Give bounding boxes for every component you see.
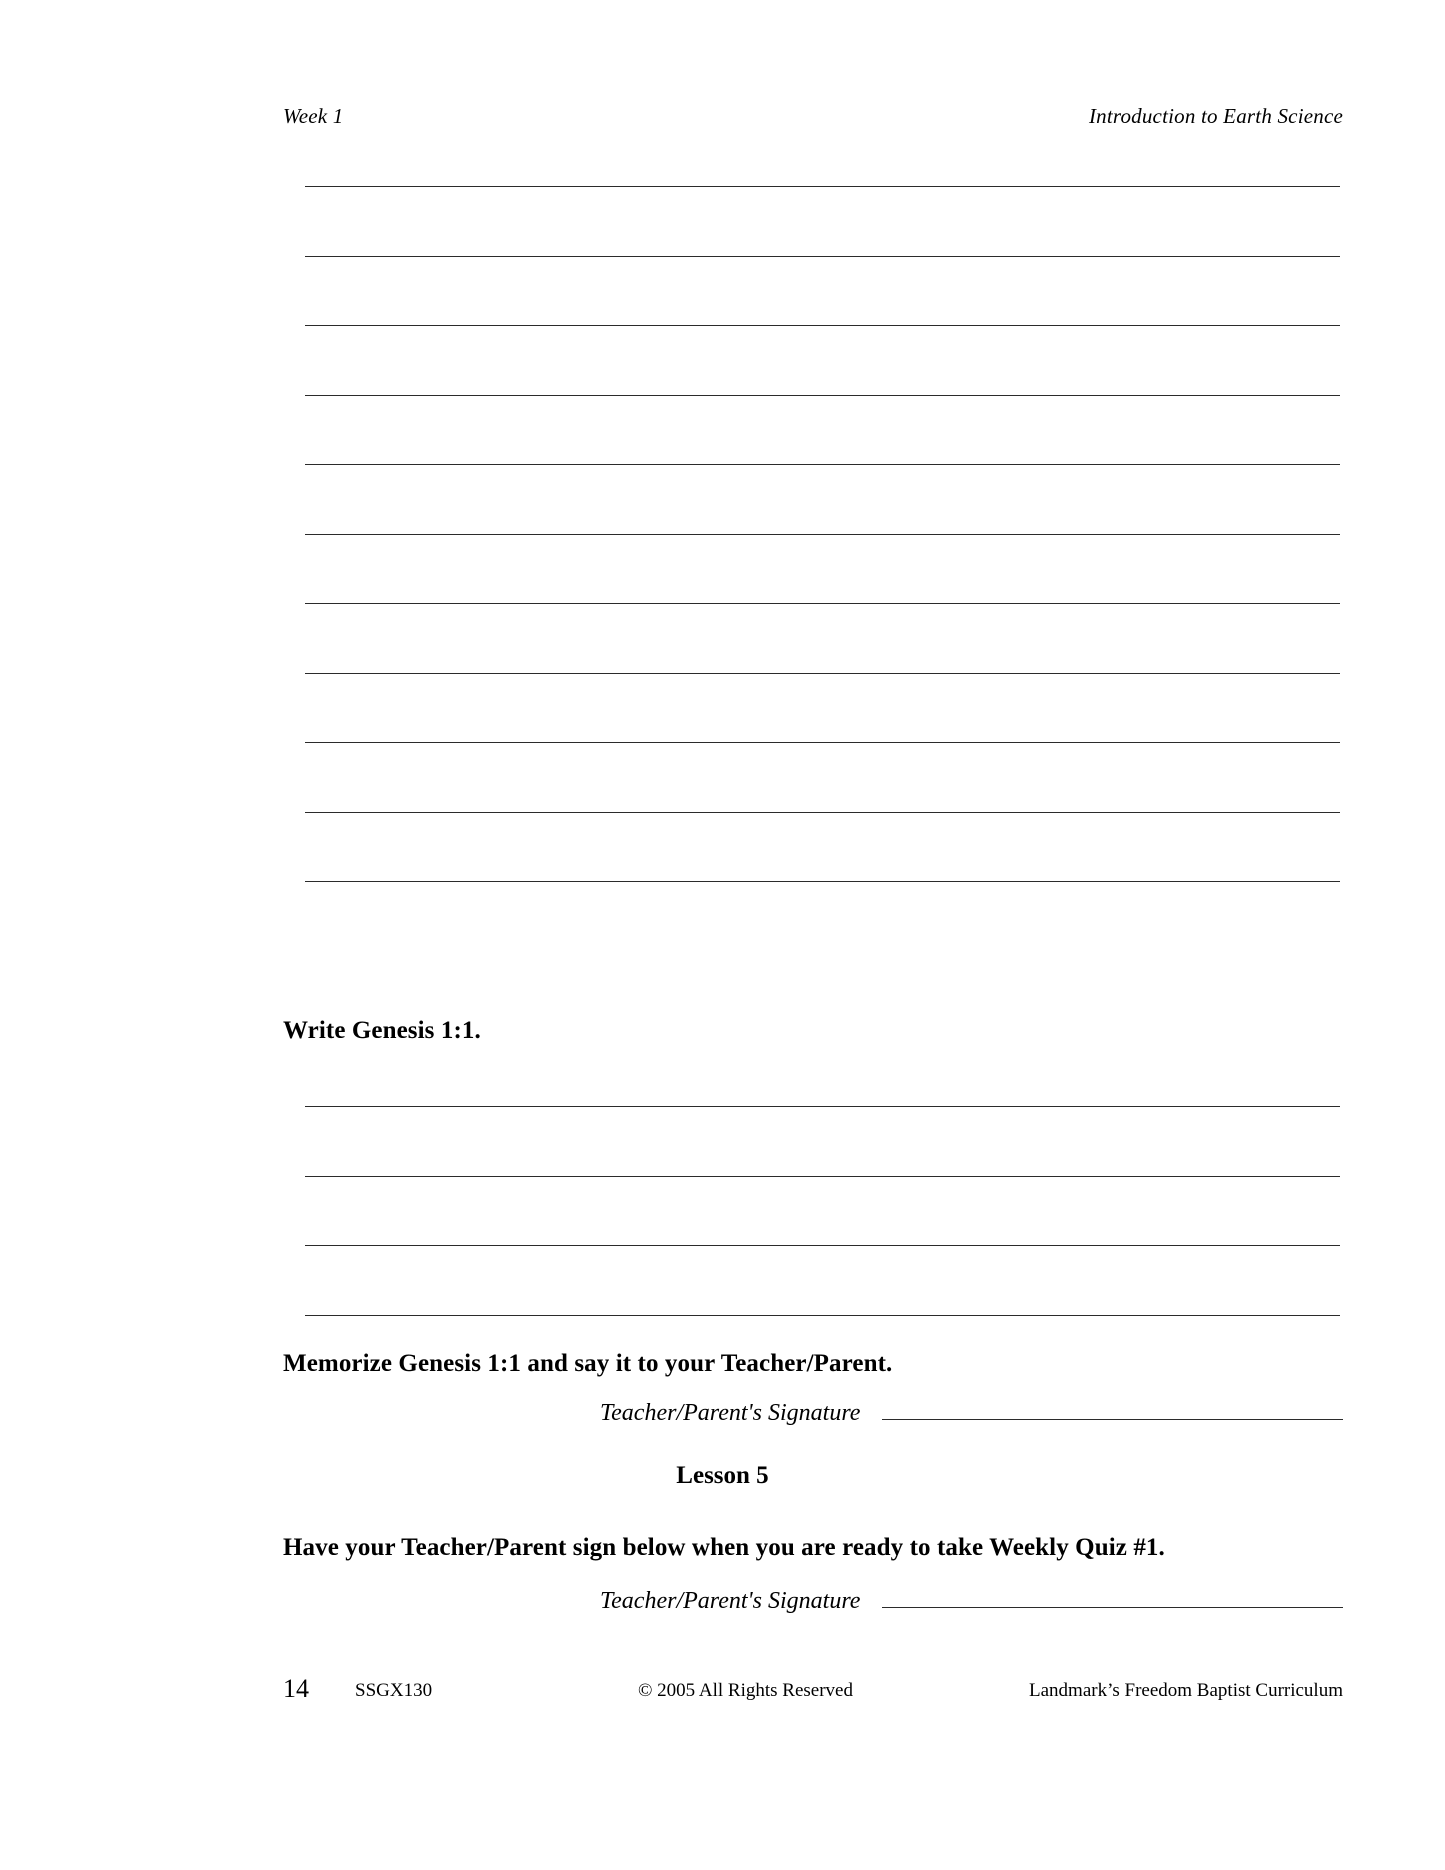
- writing-line: [305, 256, 1340, 257]
- writing-line: [305, 603, 1340, 604]
- writing-line: [305, 325, 1340, 326]
- instruction-memorize-genesis: Memorize Genesis 1:1 and say it to your Teacher/Parent.: [283, 1350, 893, 1377]
- signature-label: Teacher/Parent's Signature: [600, 1400, 861, 1426]
- writing-line: [305, 1245, 1340, 1246]
- writing-line: [305, 395, 1340, 396]
- writing-line: [305, 812, 1340, 813]
- signature-line[interactable]: [882, 1590, 1343, 1608]
- header-week-label: Week 1: [283, 104, 344, 128]
- page-number: 14: [283, 1674, 309, 1703]
- writing-line: [305, 534, 1340, 535]
- signature-label: Teacher/Parent's Signature: [600, 1588, 861, 1614]
- writing-line: [305, 881, 1340, 882]
- writing-line: [305, 1106, 1340, 1107]
- page-footer: [283, 1674, 1343, 1710]
- product-code: SSGX130: [355, 1680, 433, 1701]
- writing-line: [305, 1315, 1340, 1316]
- header-subject-label: Introduction to Earth Science: [1088, 104, 1343, 128]
- publisher-name: Landmark’s Freedom Baptist Curriculum: [1029, 1680, 1343, 1701]
- writing-line: [305, 673, 1340, 674]
- answer-lines-verse: [305, 1106, 1340, 1384]
- answer-lines-top: [305, 186, 1340, 951]
- signature-row-memorize: [600, 1400, 1343, 1427]
- signature-line[interactable]: [882, 1402, 1343, 1420]
- writing-line: [305, 1176, 1340, 1177]
- signature-row-quiz: [600, 1588, 1343, 1615]
- copyright-notice: © 2005 All Rights Reserved: [638, 1680, 853, 1701]
- writing-line: [305, 464, 1340, 465]
- lesson-title: Lesson 5: [676, 1462, 769, 1489]
- writing-line: [305, 742, 1340, 743]
- writing-line: [305, 186, 1340, 187]
- instruction-write-genesis: Write Genesis 1:1.: [283, 1017, 481, 1044]
- instruction-quiz-signoff: Have your Teacher/Parent sign below when you are ready to take Weekly Quiz #1.: [283, 1534, 1165, 1561]
- page-header: [283, 104, 1343, 129]
